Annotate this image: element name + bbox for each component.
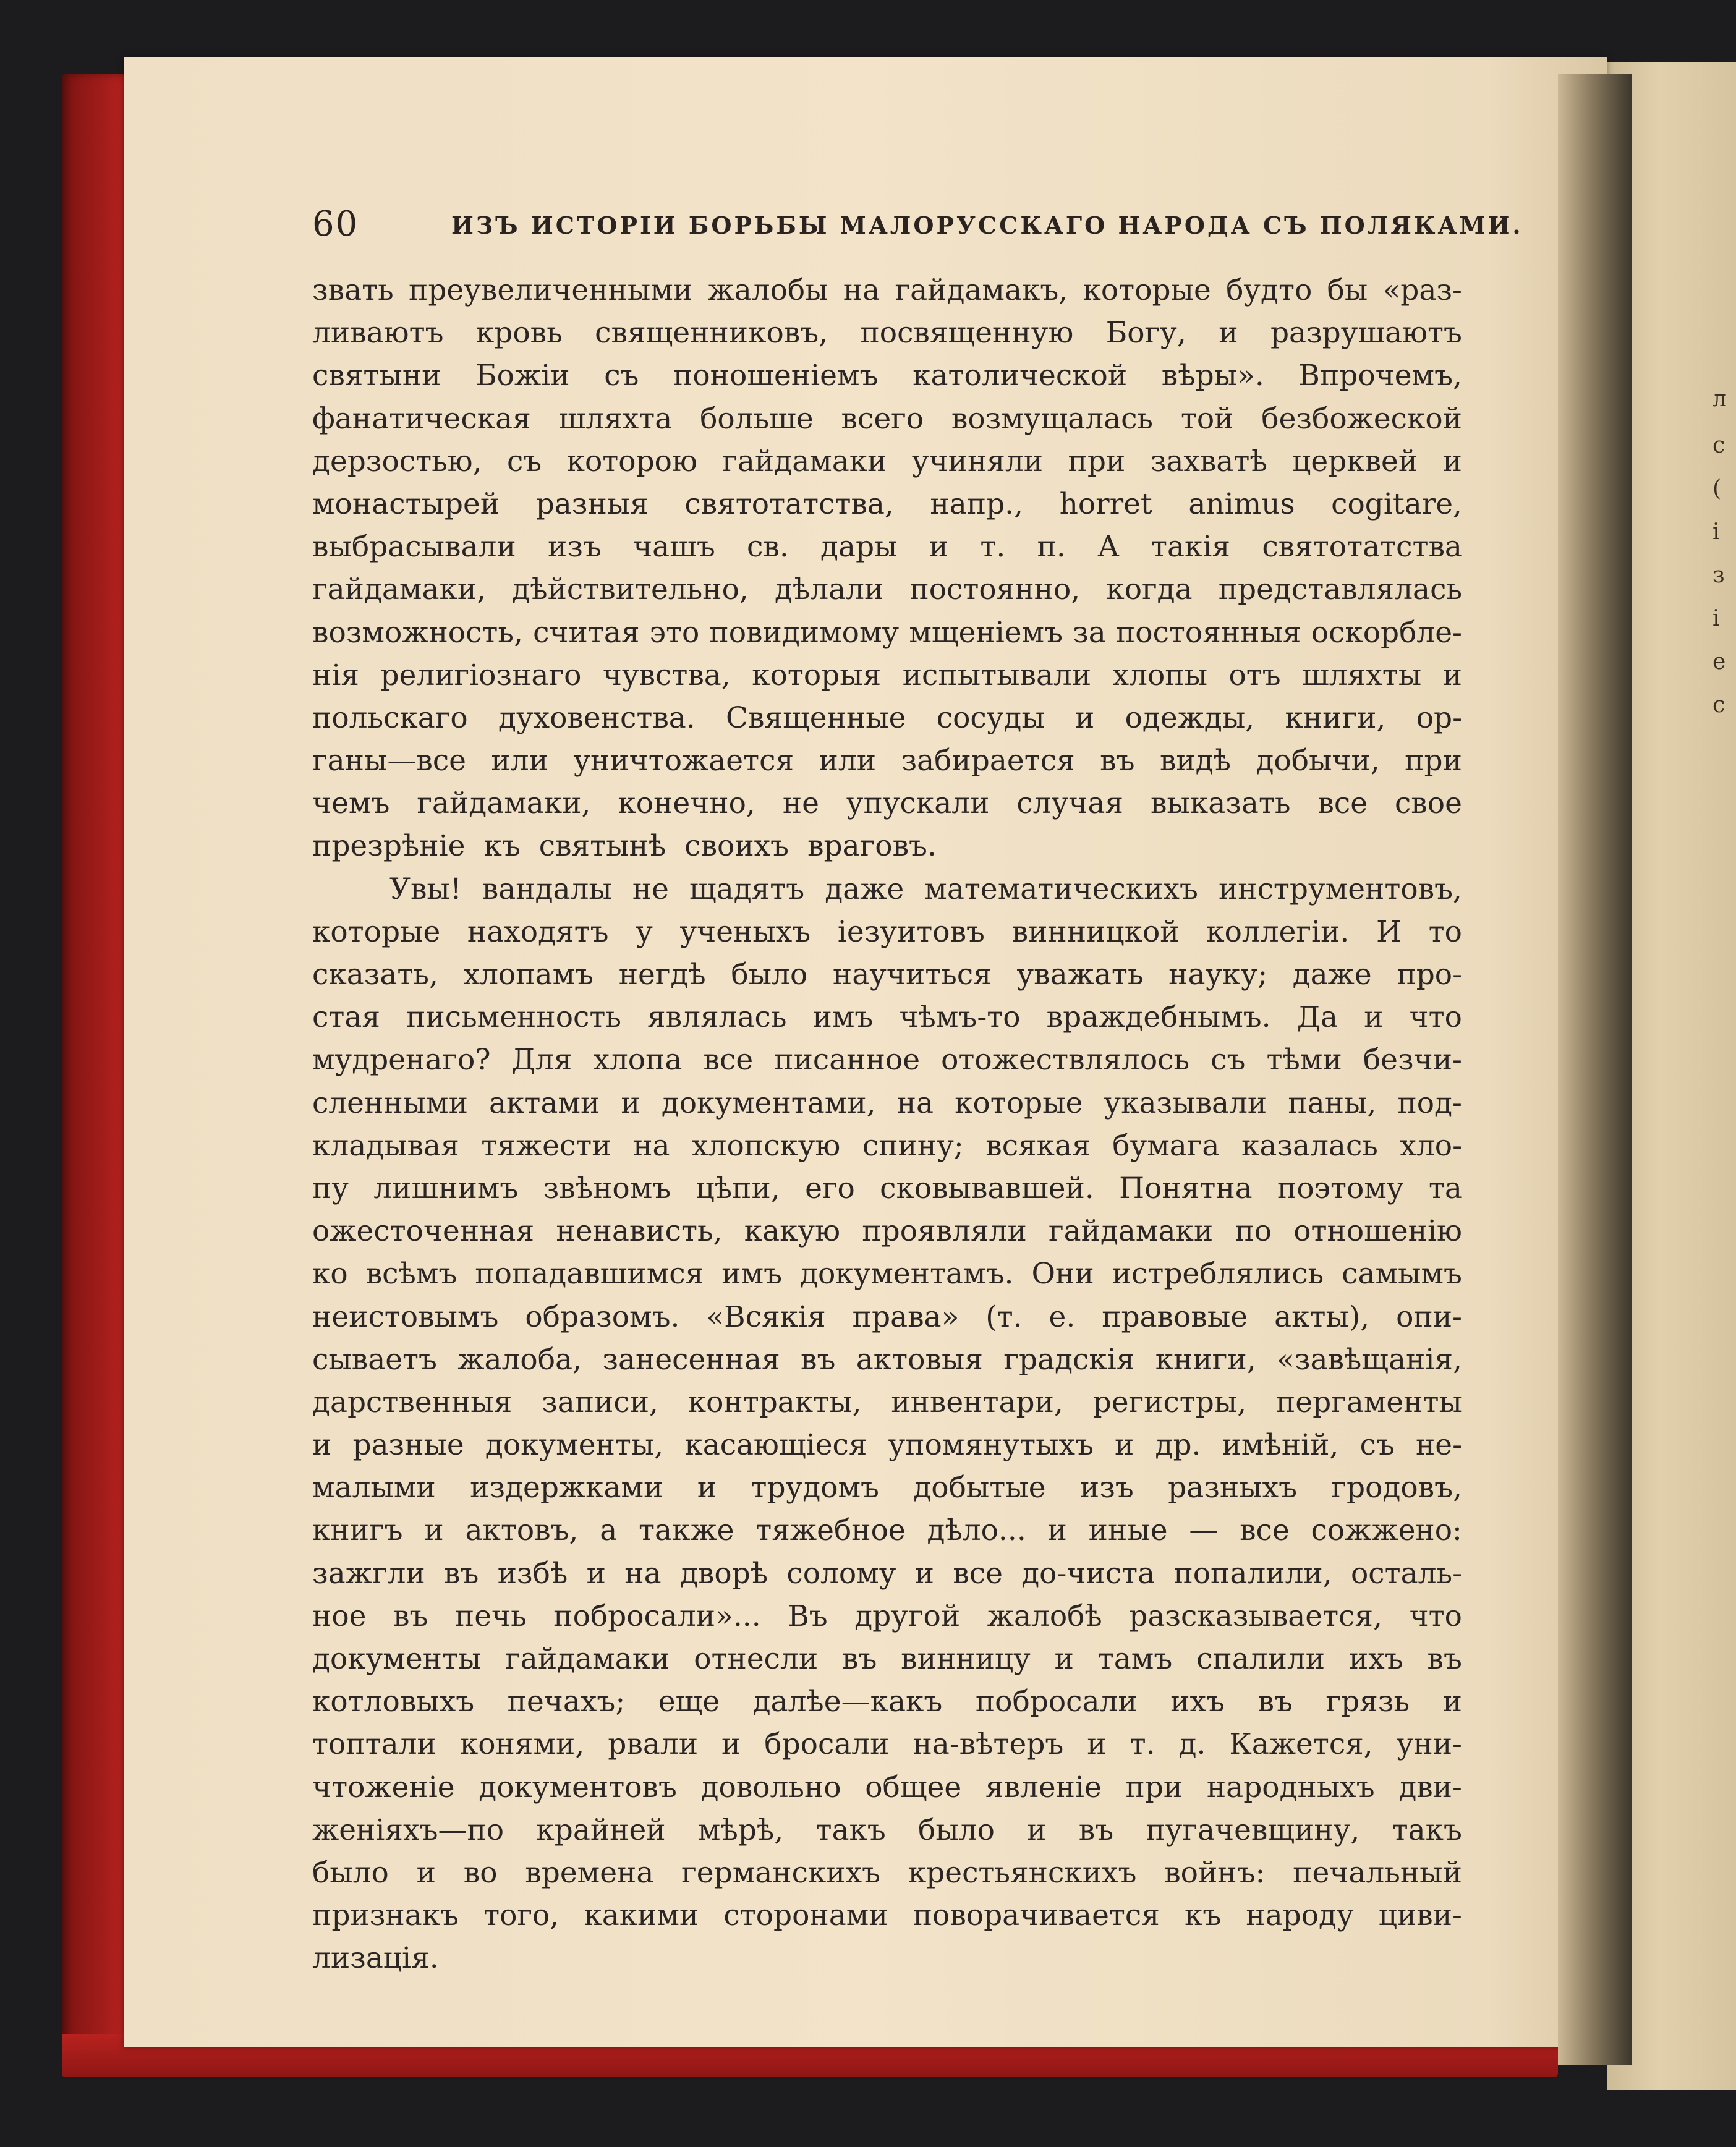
text-line: топтали конями, рвали и бросали на-вѣтеръ и т. д. Кажется, уни- — [312, 1727, 1462, 1762]
facing-page-fragment: з — [1713, 563, 1725, 588]
facing-page-fragment: і — [1713, 606, 1720, 631]
text-line: и разные документы, касающіеся упомянутыхъ и др. имѣній, съ не- — [312, 1428, 1462, 1463]
text-line: дарственныя записи, контракты, инвентари, регистры, пергаменты — [312, 1385, 1462, 1419]
text-line: пу лишнимъ звѣномъ цѣпи, его сковывавшей. Понятна поэтому та — [312, 1171, 1462, 1205]
facing-page-fragment: і — [1713, 519, 1720, 545]
text-line: мудренаго? Для хлопа все писанное отожествлялось съ тѣми безчи- — [312, 1043, 1462, 1078]
body-text — [312, 269, 1462, 1980]
text-line: чемъ гайдамаки, конечно, не упускали случая выказать все свое — [312, 786, 1462, 821]
text-line: презрѣніе къ святынѣ своихъ враговъ. — [312, 829, 937, 864]
text-line: документы гайдамаки отнесли въ винницу и тамъ спалили ихъ въ — [312, 1642, 1462, 1676]
text-line: гайдамаки, дѣйствительно, дѣлали постоянно, когда представлялась — [312, 572, 1462, 607]
text-line: чтоженіе документовъ довольно общее явленіе при народныхъ дви- — [312, 1770, 1462, 1805]
text-line: звать преувеличенными жалобы на гайдамакъ, которые будто бы «раз- — [312, 273, 1462, 307]
text-line: неистовымъ образомъ. «Всякія права» (т. е. правовые акты), опи- — [312, 1299, 1462, 1334]
text-line: Увы! вандалы не щадятъ даже математическихъ инструментовъ, — [389, 872, 1462, 906]
text-line: святыни Божіи съ поношеніемъ католической вѣры». Впрочемъ, — [312, 359, 1462, 393]
facing-page-fragment: л — [1713, 386, 1727, 412]
text-line: возможность, считая это повидимому мщеніемъ за постоянныя оскорбле- — [312, 615, 1462, 650]
text-line: котловыхъ печахъ; еще далѣе—какъ побросали ихъ въ грязь и — [312, 1685, 1462, 1719]
text-line: зажгли въ избѣ и на дворѣ солому и все до-чиста попалили, осталь- — [312, 1556, 1462, 1591]
text-line: было и во времена германскихъ крестьянскихъ войнъ: печальный — [312, 1855, 1462, 1890]
text-line: книгъ и актовъ, а также тяжебное дѣло... и иные — все сожжено: — [312, 1513, 1462, 1548]
text-line: малыми издержками и трудомъ добытые изъ разныхъ гродовъ, — [312, 1471, 1462, 1505]
text-line: женіяхъ—по крайней мѣрѣ, такъ было и въ пугачевщину, такъ — [312, 1813, 1462, 1847]
text-line: ганы—все или уничтожается или забирается въ видѣ добычи, при — [312, 744, 1462, 778]
running-head: ИЗЪ ИСТОРІИ БОРЬБЫ МАЛОРУССКАГО НАРОДА СЪ ПОЛЯКАМИ. — [451, 211, 1523, 239]
facing-page-fragment: ( — [1713, 476, 1722, 501]
facing-page-fragment: е — [1713, 649, 1726, 674]
text-line: сленными актами и документами, на которые указывали паны, под- — [312, 1086, 1462, 1120]
text-line: лизація. — [312, 1941, 439, 1976]
page-header — [312, 204, 1536, 247]
page-gutter — [1558, 74, 1632, 2065]
text-line: ожесточенная ненависть, какую проявляли гайдамаки по отношенію — [312, 1214, 1462, 1249]
text-line: ко всѣмъ попадавшимся имъ документамъ. Они истреблялись самымъ — [312, 1257, 1462, 1291]
text-line: выбрасывали изъ чашъ св. дары и т. п. А такія святотатства — [312, 530, 1462, 564]
text-line: которые находятъ у ученыхъ іезуитовъ винницкой коллегіи. И то — [312, 914, 1462, 949]
text-line: сываетъ жалоба, занесенная въ актовыя градскія книги, «завѣщанія, — [312, 1342, 1462, 1377]
text-line: фанатическая шляхта больше всего возмущалась той безбожеской — [312, 401, 1462, 436]
text-line: кладывая тяжести на хлопскую спину; всякая бумага казалась хло- — [312, 1128, 1462, 1163]
text-line: ливаютъ кровь священниковъ, посвященную Богу, и разрушаютъ — [312, 316, 1462, 351]
facing-page-fragment: с — [1713, 692, 1725, 718]
text-line: признакъ того, какими сторонами поворачивается къ народу циви- — [312, 1898, 1462, 1933]
text-line: нія религіознаго чувства, которыя испытывали хлопы отъ шляхты и — [312, 658, 1462, 692]
facing-page-fragment: с — [1713, 433, 1725, 458]
text-line: стая письменность являлась имъ чѣмъ-то враждебнымъ. Да и что — [312, 1000, 1462, 1035]
text-line: монастырей разныя святотатства, напр., horret animus cogitare, — [312, 487, 1462, 521]
text-line: сказать, хлопамъ негдѣ было научиться уважать науку; даже про- — [312, 958, 1462, 992]
text-line: польскаго духовенства. Священные сосуды и одежды, книги, ор- — [312, 700, 1462, 735]
text-line: ное въ печь побросали»... Въ другой жалобѣ разсказывается, что — [312, 1599, 1462, 1633]
page-number: 60 — [312, 204, 359, 244]
text-line: дерзостью, съ которою гайдамаки учиняли при захватѣ церквей и — [312, 444, 1462, 478]
